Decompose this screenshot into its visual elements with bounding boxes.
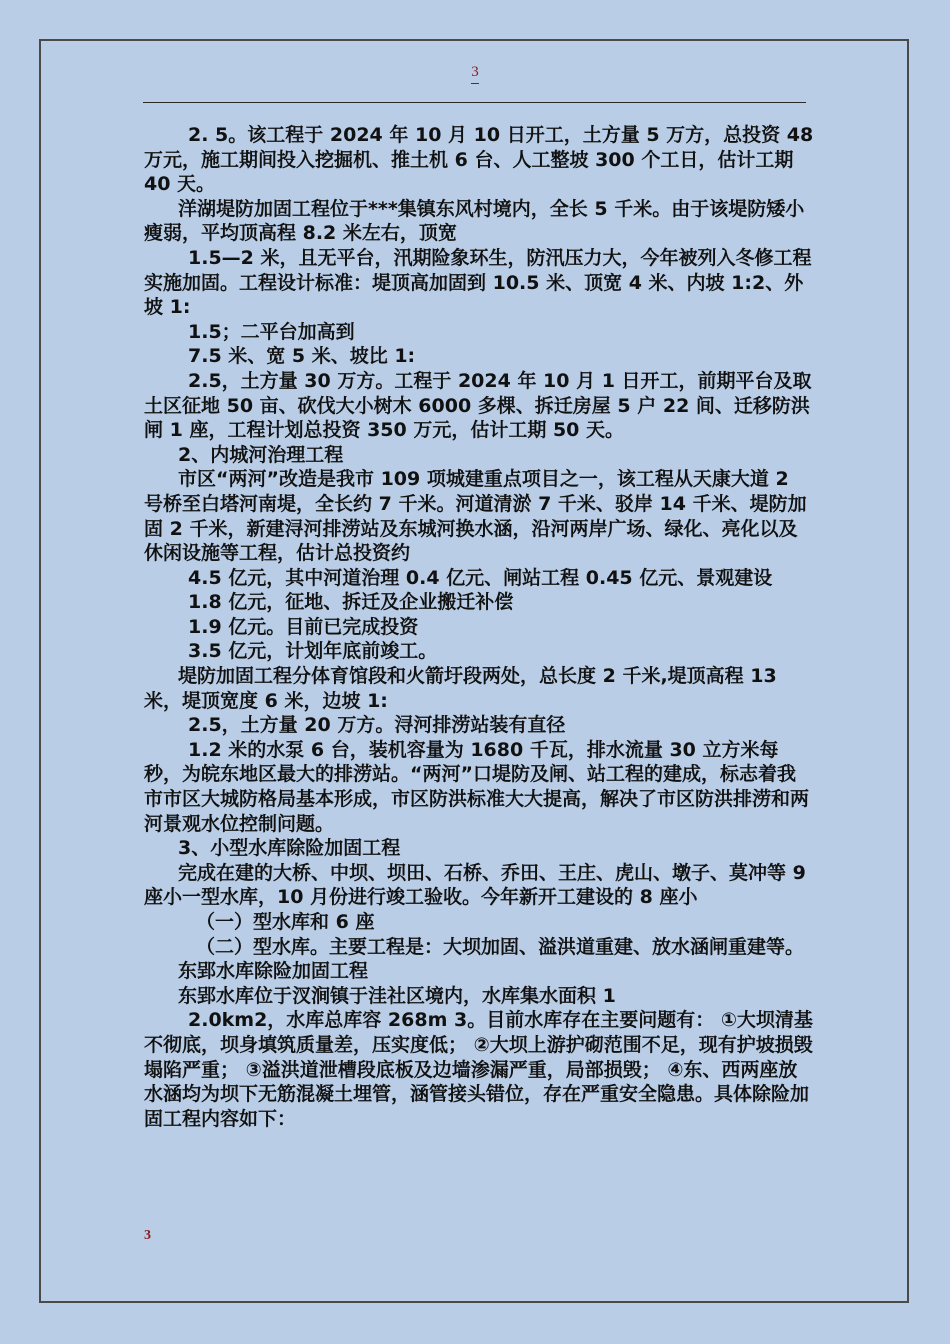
paragraph: （二）型水库。主要工程是：大坝加固、溢洪道重建、放水涵闸重建等。 [196,935,805,958]
paragraph: 洋湖堤防加固工程位于***集镇东风村境内，全长 5 千米。由于该堤防矮小瘦弱，平均顶高程 8.2 米左右，顶宽 [144,197,805,245]
paragraph: 1.5—2 米，且无平台，汛期险象环生，防汛压力大，今年被列入冬修工程实施加固。工程设计标准：堤顶高加固到 10.5 米、顶宽 4 米、内坡 1:2、外坡 1: [144,246,812,319]
paragraph: 2、内城河治理工程 [178,443,344,466]
paragraph: 1.8 亿元，征地、拆迁及企业搬迁补偿 [188,591,514,614]
page-number-top-text: 3 [471,64,479,80]
paragraph: 市区“两河”改造是我市 109 项城建重点项目之一，该工程从天康大道 2 号桥至白塔河南堤，全长约 7 千米。河道清淤 7 千米、驳岸 14 千米、堤防加固 2 千米，新建浔河排涝站及东城河换水涵，沿河两岸广场、绿化、亮化以及休闲设施等工程，估计总投资约 [144,468,807,565]
page-number-underline [471,83,479,84]
paragraph: 堤防加固工程分体育馆段和火箭圩段两处，总长度 2 千米,堤顶高程 13 米，堤顶宽度 6 米，边坡 1: [144,665,777,712]
paragraph: 完成在建的大桥、中坝、坝田、石桥、乔田、王庄、虎山、墩子、莫冲等 9 座小一型水库，10 月份进行竣工验收。今年新开工建设的 8 座小 [144,861,806,909]
paragraph: 2. 5。该工程于 2024 年 10 月 10 日开工，土方量 5 万方，总投资 48 万元，施工期间投入挖掘机、推土机 6 台、人工整坡 300 个工日，估计工期 40 天。 [144,124,814,196]
document-body [144,123,814,1131]
paragraph: 东郢水库位于汊涧镇于洼社区境内，水库集水面积 1 [178,984,616,1007]
paragraph: 2.5，土方量 20 万方。浔河排涝站装有直径 [188,714,566,737]
paragraph: 2.0km2，水库总库容 268m 3。目前水库存在主要问题有： ①大坝清基不彻底，坝身填筑质量差，压实度低； ②大坝上游护砌范围不足，现有护坡损毁塌陷严重； ③溢洪道泄槽段底板及边墙渗漏严重，局部损毁； ④东、西两座放水涵均为坝下无筋混凝土埋管，涵管接头错位，存在严重安全隐患。具体除险加固工程内容如下： [144,1009,813,1130]
paragraph: 7.5 米、宽 5 米、坡比 1: [188,345,416,368]
paragraph: 1.2 米的水泵 6 台，装机容量为 1680 千瓦，排水流量 30 立方米每秒，为皖东地区最大的排涝站。“两河”口堤防及闸、站工程的建成，标志着我市市区大城防格局基本形成，市区防洪标准大大提高，解决了市区防洪排涝和两河景观水位控制问题。 [144,738,810,835]
paragraph: 3.5 亿元，计划年底前竣工。 [188,640,438,663]
paragraph: 1.5；二平台加高到 [188,320,355,343]
page-number-bottom: 3 [144,1228,151,1243]
paragraph: 东郢水库除险加固工程 [178,960,369,983]
paragraph: 3、小型水库除险加固工程 [178,837,401,860]
paragraph: 4.5 亿元，其中河道治理 0.4 亿元、闸站工程 0.45 亿元、景观建设 [188,566,773,589]
header-rule [143,102,806,103]
paragraph: （一）型水库和 6 座 [196,911,375,933]
paragraph: 2.5，土方量 30 万方。工程于 2024 年 10 月 1 日开工，前期平台及取土区征地 50 亩、砍伐大小树木 6000 多棵、拆迁房屋 5 户 22 间、迁移防洪闸 1 座，工程计划总投资 350 万元，估计工期 50 天。 [144,369,812,442]
paragraph: 1.9 亿元。目前已完成投资 [188,615,419,638]
page-number-top [465,64,485,84]
